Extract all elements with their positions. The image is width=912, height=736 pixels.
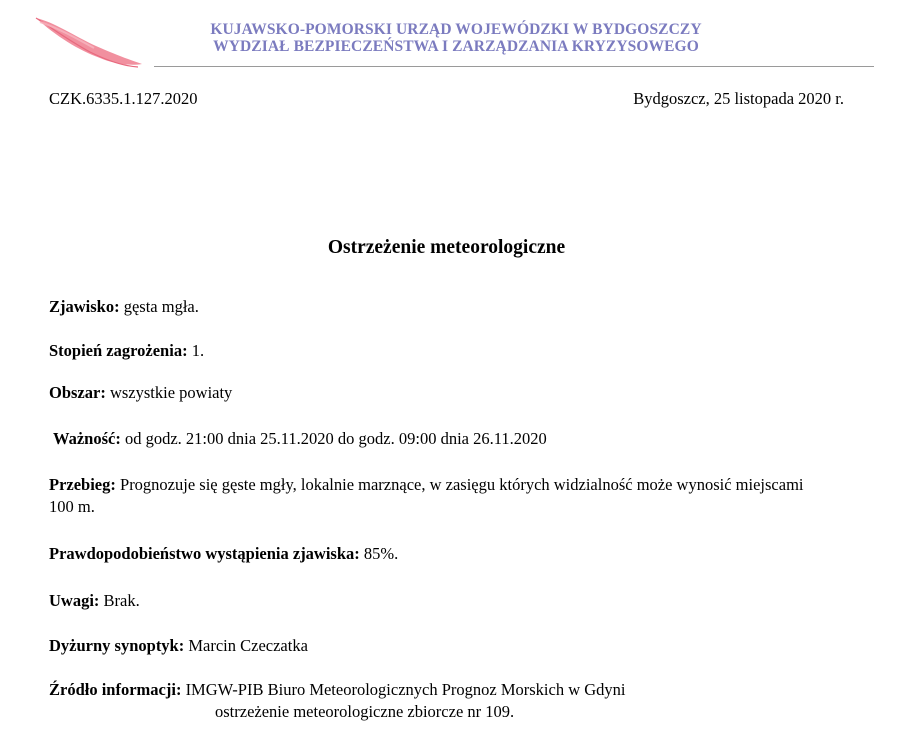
feather-logo-icon — [34, 14, 146, 70]
field-label: Ważność: — [53, 429, 121, 448]
field-stopien-zagrozenia — [49, 340, 204, 362]
place-and-date: Bydgoszcz, 25 listopada 2020 r. — [633, 89, 844, 108]
header-institution: KUJAWSKO-POMORSKI URZĄD WOJEWÓDZKI W BYDGOSZCZY — [210, 21, 702, 38]
document-reference-number: CZK.6335.1.127.2020 — [49, 89, 198, 108]
field-label: Uwagi: — [49, 591, 100, 610]
field-przebieg — [49, 474, 829, 518]
field-value: od godz. 21:00 dnia 25.11.2020 do godz. 09:00 dnia 26.11.2020 — [124, 429, 547, 448]
field-value: Marcin Czeczatka — [188, 636, 308, 655]
field-label: Zjawisko: — [49, 297, 120, 316]
field-obszar — [49, 382, 232, 404]
field-value: Prognozuje się gęste mgły, lokalnie marznące, w zasięgu których widzialność może wynosić miejscami 100 m. — [49, 475, 804, 516]
field-uwagi — [49, 590, 140, 612]
field-value: gęsta mgła. — [123, 297, 199, 316]
field-prawdopodobienstwo — [49, 543, 398, 565]
header-department: WYDZIAŁ BEZPIECZEŃSTWA I ZARZĄDZANIA KRYZYSOWEGO — [213, 38, 699, 55]
field-value: 1. — [191, 341, 205, 360]
document-title: Ostrzeżenie meteorologiczne — [327, 237, 566, 258]
field-label: Prawdopodobieństwo wystąpienia zjawiska: — [49, 544, 360, 563]
field-label: Obszar: — [49, 383, 106, 402]
field-value: Brak. — [103, 591, 140, 610]
field-dyzurny-synoptyk — [49, 635, 308, 657]
field-zjawisko — [49, 296, 199, 318]
field-label: Stopień zagrożenia: — [49, 341, 188, 360]
field-value: wszystkie powiaty — [109, 383, 233, 402]
field-value: 85%. — [363, 544, 399, 563]
field-waznosc — [53, 428, 547, 450]
field-value: IMGW-PIB Biuro Meteorologicznych Prognoz Morskich w Gdyni — [185, 680, 626, 699]
field-zrodlo-continuation: ostrzeżenie meteorologiczne zbiorcze nr 109. — [215, 702, 515, 721]
field-label: Dyżurny synoptyk: — [49, 636, 185, 655]
field-label: Źródło informacji: — [49, 680, 182, 699]
header-divider — [154, 66, 874, 67]
field-zrodlo-informacji — [49, 679, 626, 701]
field-label: Przebieg: — [49, 475, 116, 494]
